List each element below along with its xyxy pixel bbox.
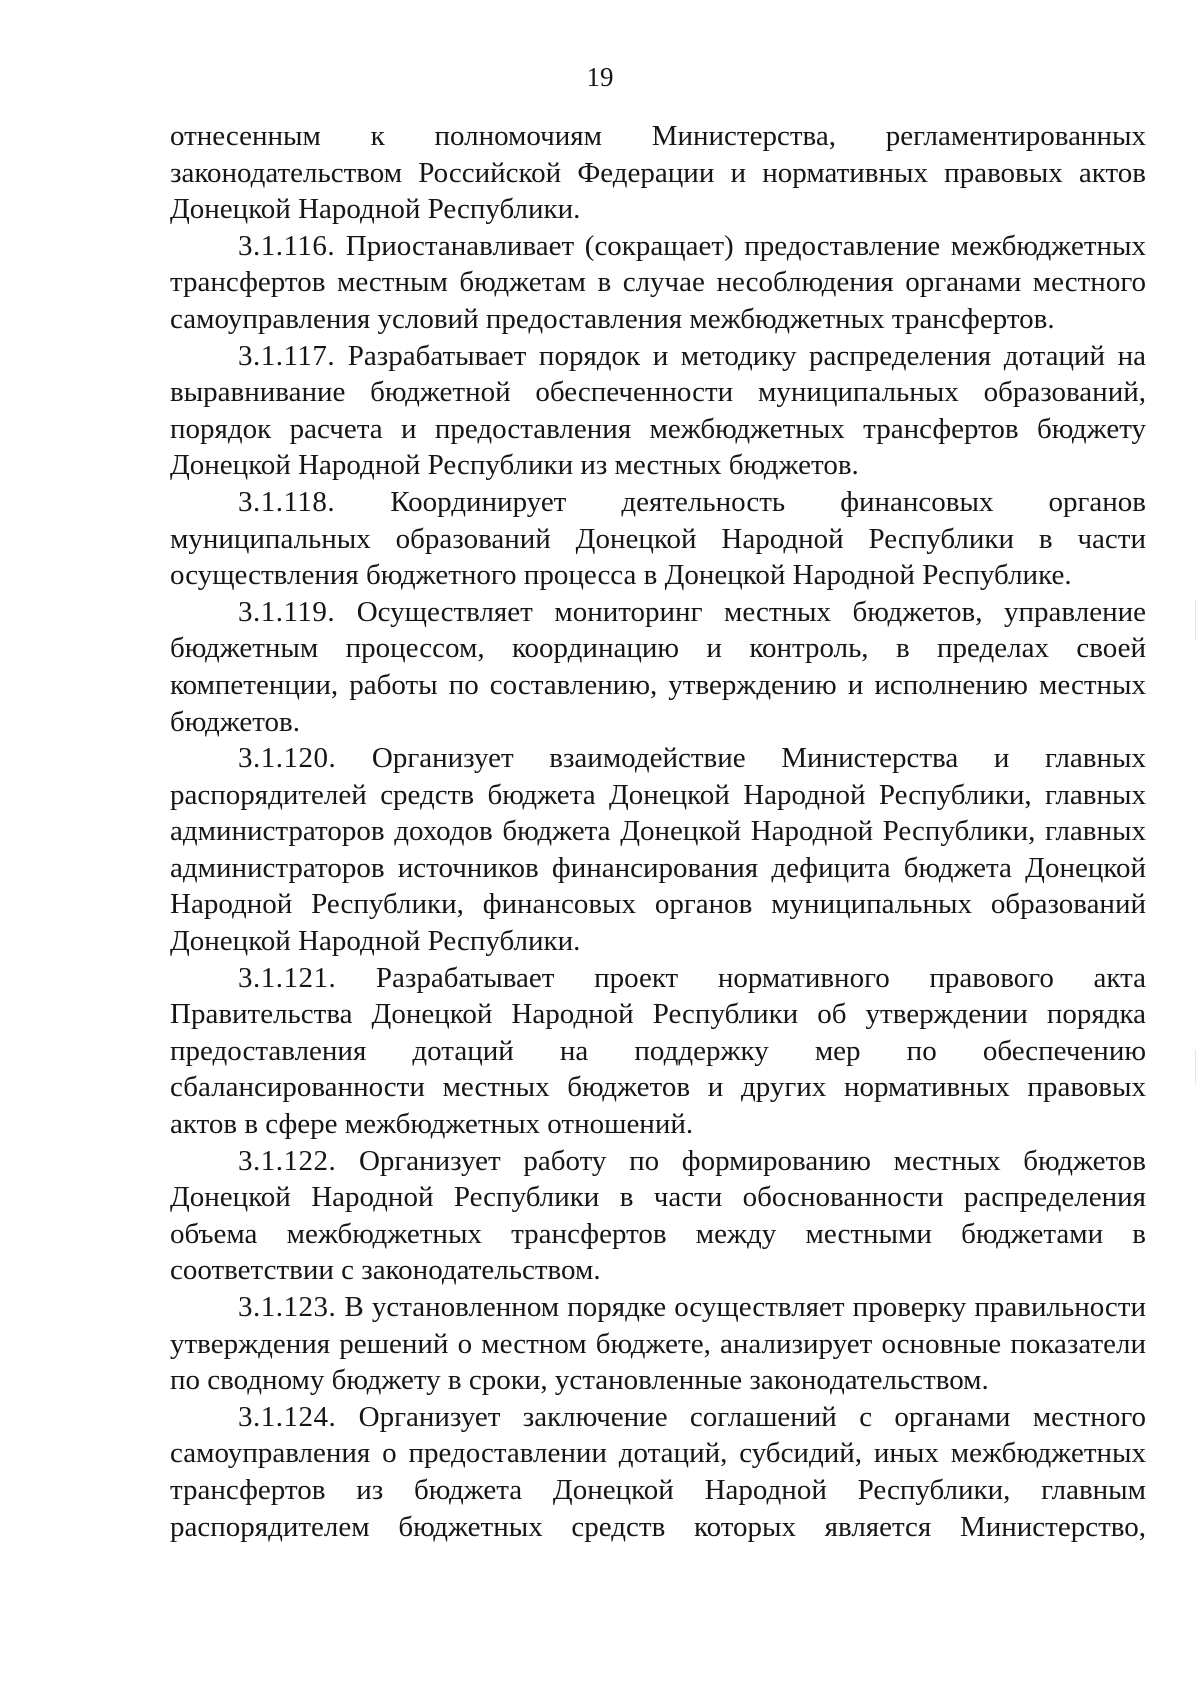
clause-text: Приостанавливает (сокращает) предоставление межбюджетных трансфертов местным бюджетам в случае несоблюдения органами местного самоуправления условий предоставления межбюджетных трансфертов. — [170, 229, 1146, 335]
clause-text: Осуществляет мониторинг местных бюджетов, управление бюджетным процессом, координацию и контроль, в пределах своей компетенции, работы по составлению, утверждению и исполнению местных бюджетов. — [170, 595, 1146, 738]
clause-number: 3.1.122. — [238, 1144, 337, 1177]
clause-3-1-117 — [170, 338, 1146, 484]
clause-number: 3.1.117. — [238, 339, 336, 372]
clause-3-1-119 — [170, 594, 1146, 740]
clause-3-1-123 — [170, 1289, 1146, 1399]
clause-text: Разрабатывает проект нормативного правового акта Правительства Донецкой Народной Республики об утверждении порядка предоставления дотаций на поддержку мер по обеспечению сбалансированности местных бюджетов и других нормативных правовых актов в сфере межбюджетных отношений. — [170, 961, 1147, 1141]
paragraph-text: отнесенным к полномочиям Министерства, регламентированных законодательством Российской Федерации и нормативных правовых актов Донецкой Народной Республики. — [170, 120, 1146, 226]
clause-3-1-118 — [170, 484, 1146, 594]
page-number: 19 — [586, 62, 614, 92]
clause-text: Организует работу по формированию местных бюджетов Донецкой Народной Республики в части обоснованности распределения объема межбюджетных трансфертов между местными бюджетами в соответствии с законодательством. — [170, 1144, 1146, 1287]
clause-number: 3.1.116. — [238, 229, 336, 262]
scan-edge-mark — [1195, 1050, 1196, 1085]
clause-number: 3.1.123. — [238, 1291, 337, 1323]
clause-number: 3.1.120. — [238, 742, 337, 775]
clause-text: В установленном порядке осуществляет проверку правильности утверждения решений о местном бюджете, анализирует основные показатели по сводному бюджету в сроки, установленные законодательством. — [170, 1291, 1146, 1397]
clause-number: 3.1.124. — [238, 1400, 337, 1433]
clause-3-1-122 — [170, 1143, 1146, 1289]
clause-3-1-120 — [170, 740, 1146, 960]
scan-edge-mark — [1195, 600, 1196, 640]
clause-3-1-116 — [170, 228, 1146, 338]
clause-3-1-124 — [170, 1399, 1146, 1545]
clause-text: Организует взаимодействие Министерства и главных распорядителей средств бюджета Донецкой Народной Республики, главных администраторов доходов бюджета Донецкой Народной Республики, главных администраторов источников финансирования дефицита бюджета Донецкой Народной Республики, финансовых органов муниципальных образований Донецкой Народной Республики. — [170, 742, 1146, 958]
clause-number: 3.1.119. — [238, 595, 336, 628]
clause-text: Разрабатывает порядок и методику распределения дотаций на выравнивание бюджетной обеспеченности муниципальных образований, порядок расчета и предоставления межбюджетных трансфертов бюджету Донецкой Народной Республики из местных бюджетов. — [170, 339, 1146, 482]
document-body — [170, 118, 1146, 1545]
paragraph-continuation — [170, 118, 1146, 228]
clause-text: Организует заключение соглашений с органами местного самоуправления о предоставлении дотаций, субсидий, иных межбюджетных трансфертов из бюджета Донецкой Народной Республики, главным распорядителем бюджетных средств которых является Министерство, — [170, 1400, 1147, 1543]
clause-number: 3.1.118. — [238, 485, 336, 518]
clause-text: Координирует деятельность финансовых органов муниципальных образований Донецкой Народной Республики в части осуществления бюджетного процесса в Донецкой Народной Республике. — [170, 485, 1147, 592]
clause-3-1-121 — [170, 960, 1146, 1143]
clause-number: 3.1.121. — [238, 961, 337, 994]
